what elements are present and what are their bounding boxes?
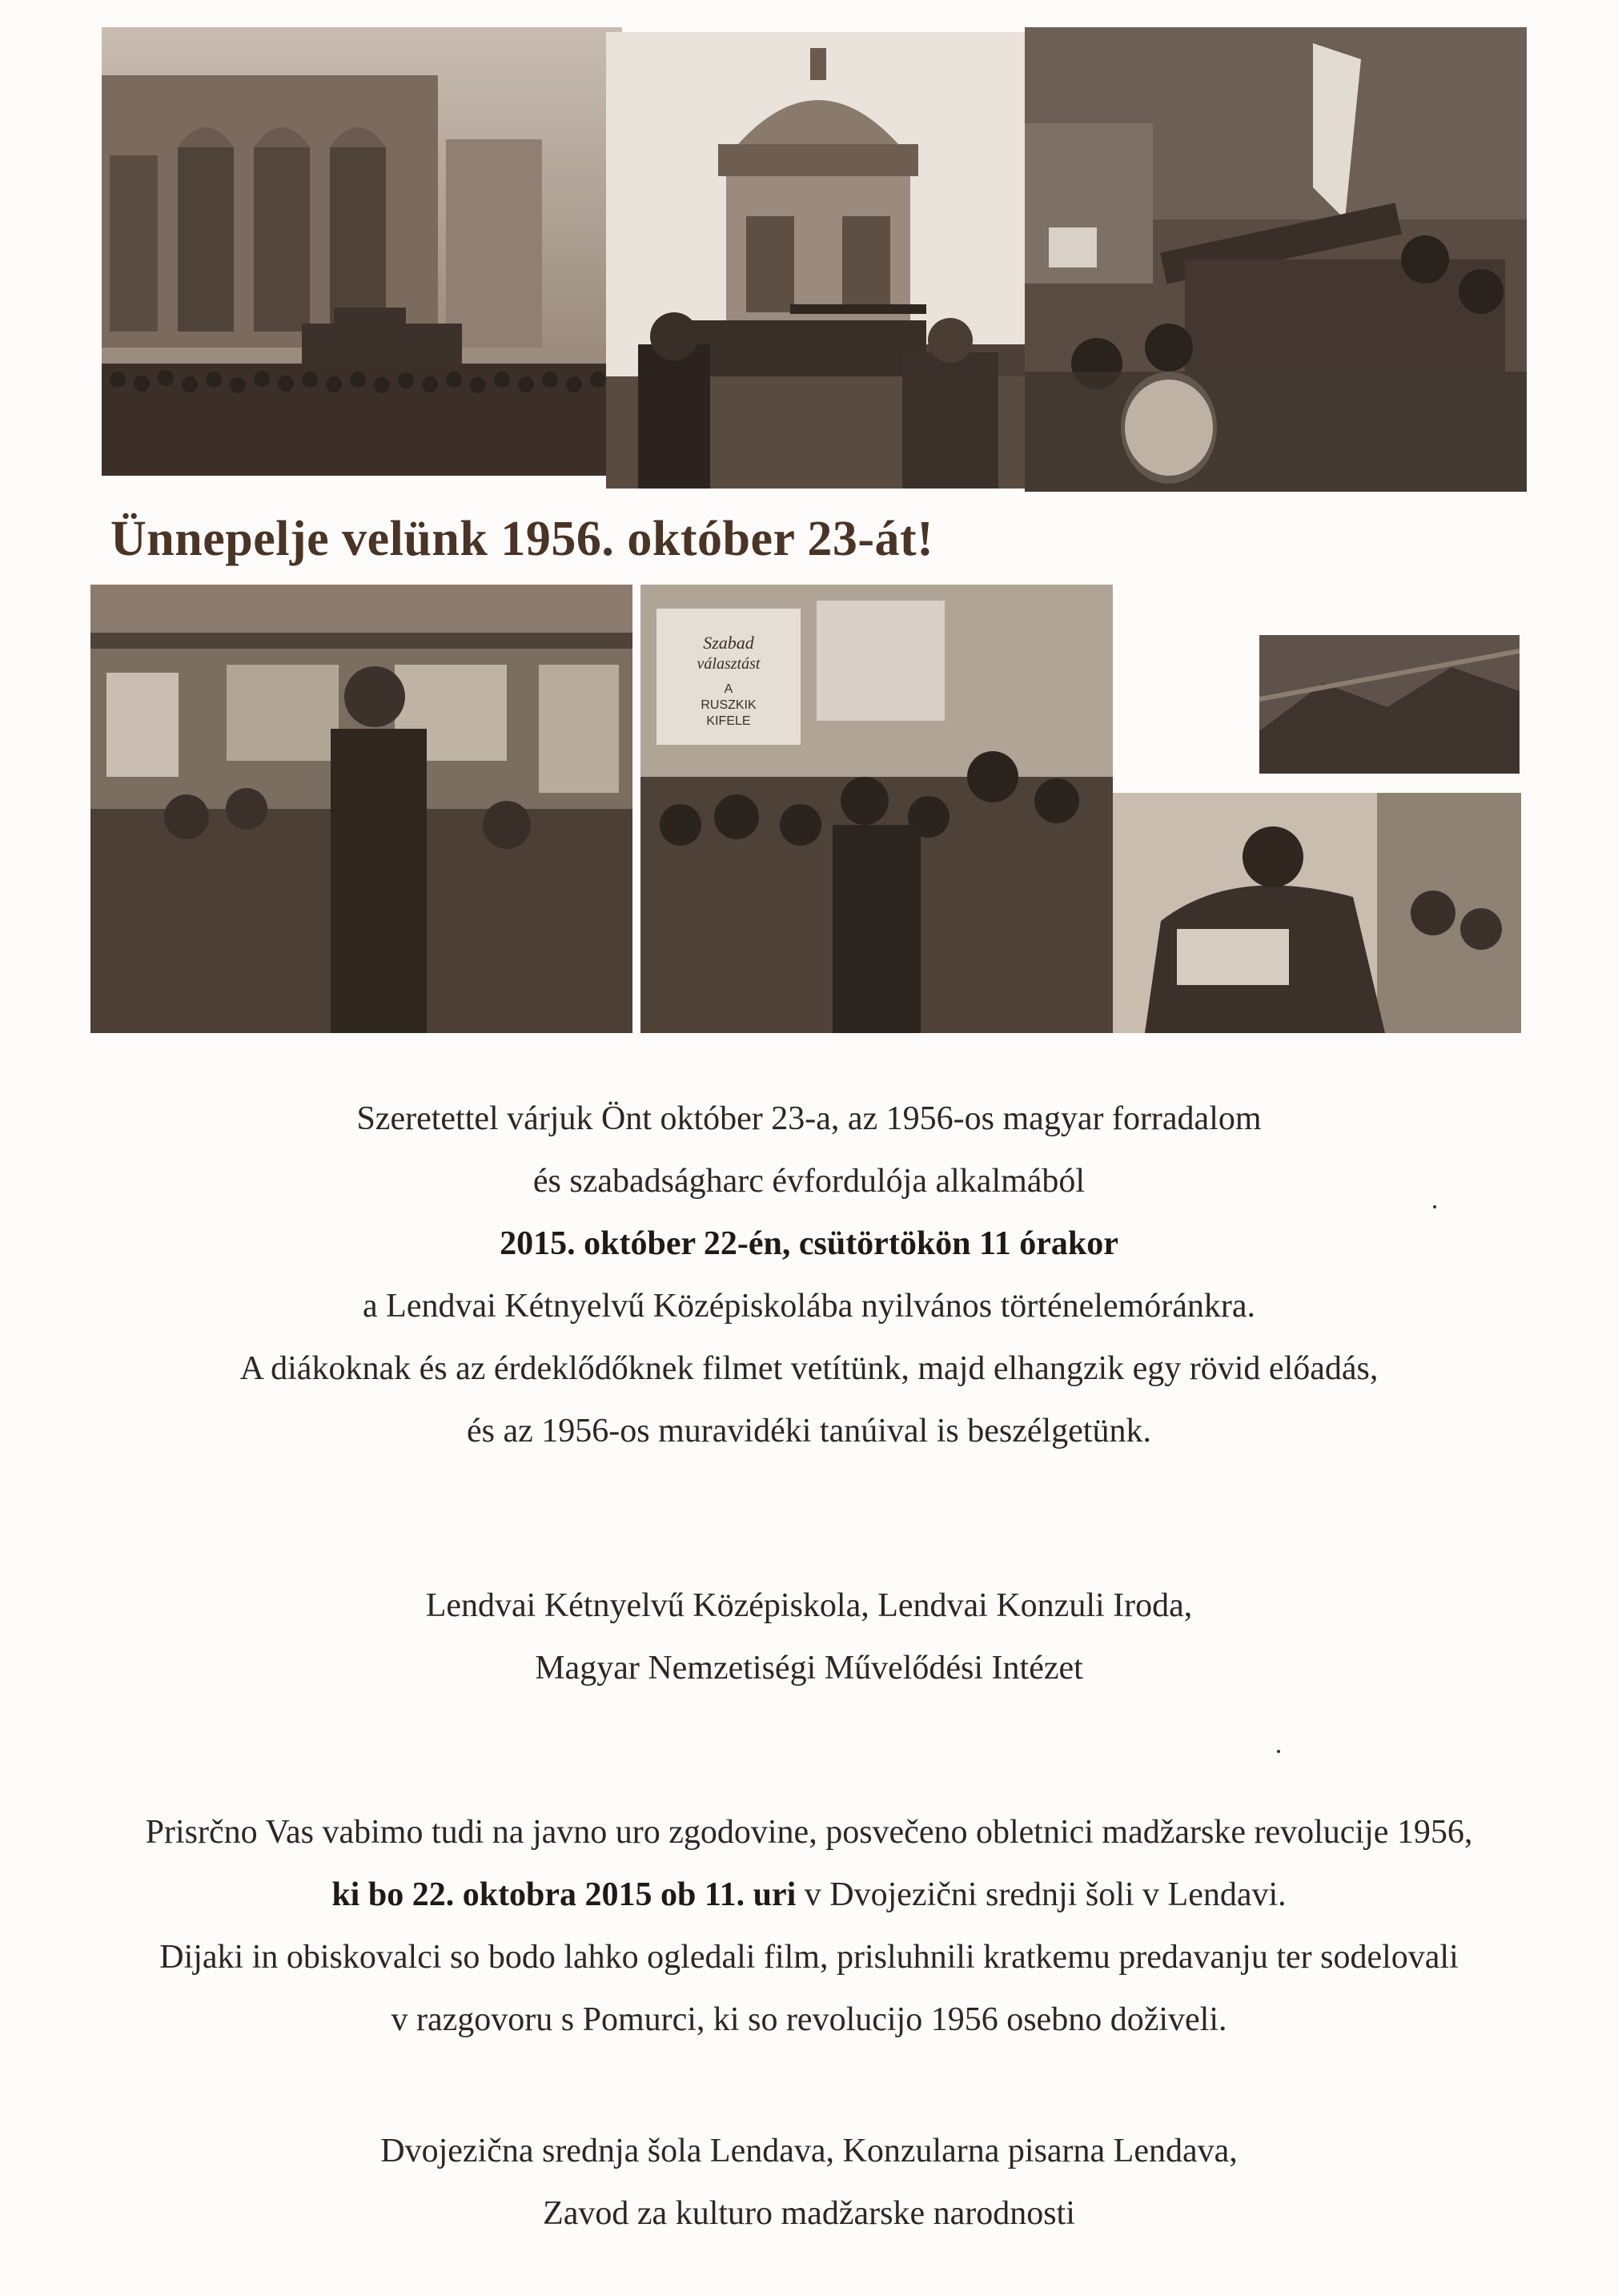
photo-parliament-tanks [102, 27, 622, 476]
hungarian-line-4: a Lendvai Kétnyelvű Középiskolába nyilvános történelemóránkra. [363, 1288, 1255, 1325]
car-crowd-scene [1113, 793, 1521, 1033]
slovenian-date-line [0, 1872, 1618, 1917]
sign-text-line-1: Szabad [703, 633, 754, 653]
hungarian-organizers [0, 1583, 1618, 1708]
hungarian-organizers-line-2: Magyar Nemzetiségi Művelődési Intézet [535, 1650, 1083, 1687]
kiosk-tank-scene [606, 32, 1030, 489]
scan-speck [1433, 1205, 1436, 1208]
slovenian-date-bold: ki bo 22. oktobra 2015 ob 11. uri [331, 1876, 797, 1913]
hungarian-line-1: Szeretettel várjuk Önt október 23-a, az 1956-os magyar forradalom [356, 1100, 1262, 1137]
photo-march-signs [640, 585, 1113, 1033]
tank-flag-scene [1025, 27, 1527, 492]
slovenian-line-1: Prisrčno Vas vabimo tudi na javno uro zgodovine, posvečeno obletnici madžarske revolucije 1956, [145, 1814, 1473, 1851]
slovenian-date-rest: v Dvojezični srednji šoli v Lendavi. [796, 1876, 1287, 1913]
sign-text-line-3: A [724, 682, 733, 696]
tram-scene [90, 585, 632, 1033]
hungarian-line-5: A diákoknak és az érdeklődőknek filmet vetítünk, majd elhangzik egy rövid előadás, [239, 1350, 1379, 1387]
sign-text-line-4: RUSZKIK [701, 698, 757, 712]
slovenian-organizers-line-1: Dvojezična srednja šola Lendava, Konzularna pisarna Lendava, [380, 2133, 1238, 2169]
parliament-scene [102, 27, 622, 476]
scan-speck [1277, 1750, 1280, 1753]
hungarian-organizers-line-1: Lendvai Kétnyelvű Középiskola, Lendvai Konzuli Iroda, [425, 1587, 1193, 1624]
photo-car-crowd [1113, 793, 1521, 1033]
slovenian-organizers-line-2: Zavod za kulturo madžarske narodnosti [543, 2195, 1075, 2232]
photo-tram-crowd [90, 585, 632, 1033]
photo-tank-flag [1025, 27, 1527, 492]
photo-ruins [1259, 635, 1520, 774]
headline: Ünnepelje velünk 1956. október 23-át! [110, 512, 934, 566]
slovenian-invitation [0, 1810, 1618, 2060]
hungarian-line-6: és az 1956-os muravidéki tanúival is beszélgetünk. [467, 1413, 1151, 1450]
photo-kiosk-tank [606, 32, 1030, 489]
hungarian-invitation [0, 1096, 1618, 1454]
slovenian-organizers [0, 2129, 1618, 2254]
march-scene [640, 585, 1113, 1033]
sign-text-line-2: választást [697, 655, 761, 673]
hungarian-line-2: és szabadságharc évfordulója alkalmából [532, 1163, 1086, 1200]
slovenian-line-3: Dijaki in obiskovalci so bodo lahko ogledali film, prisluhnili kratkemu predavanju ter sodelovali [159, 1939, 1459, 1976]
slovenian-line-4: v razgovoru s Pomurci, ki so revolucijo 1956 osebno doživeli. [391, 2001, 1227, 2038]
hungarian-date-line: 2015. október 22-én, csütörtökön 11 órakor [500, 1225, 1118, 1262]
ruins-scene [1259, 635, 1520, 774]
sign-text-line-5: KIFELE [706, 714, 751, 728]
